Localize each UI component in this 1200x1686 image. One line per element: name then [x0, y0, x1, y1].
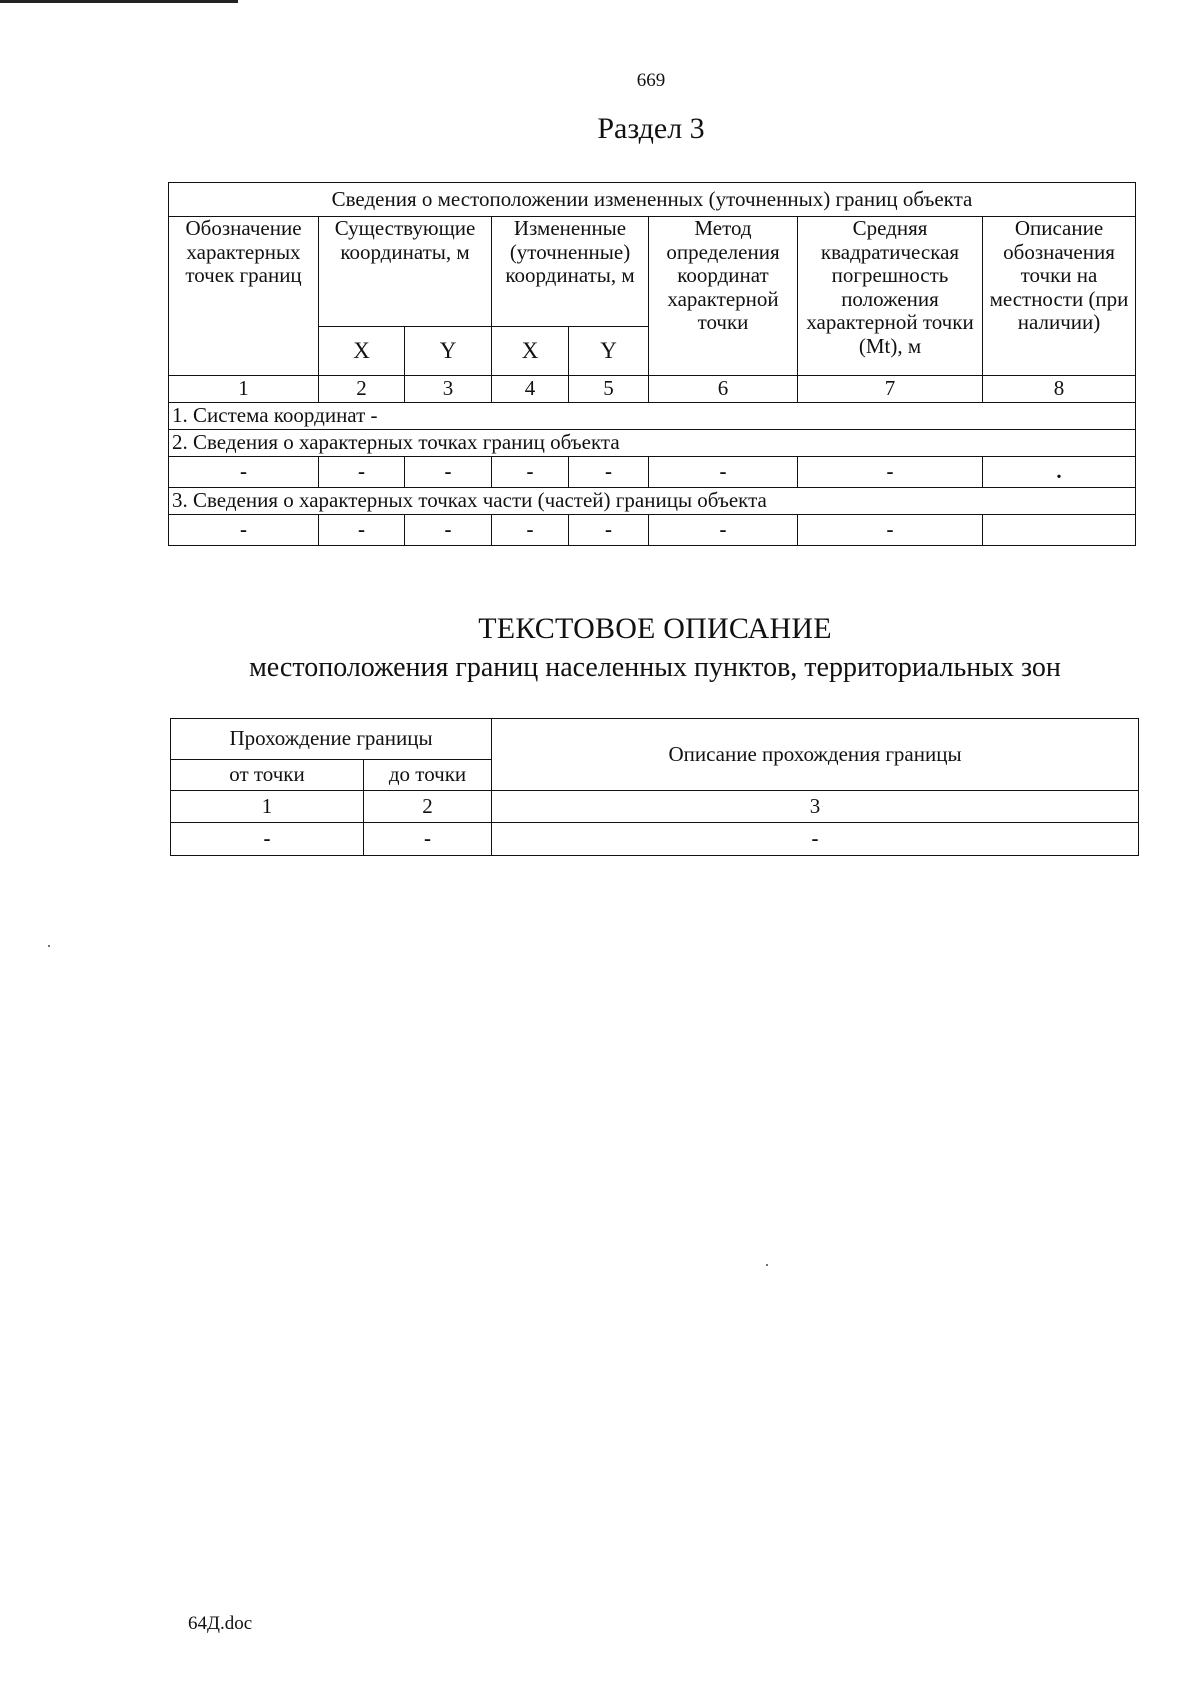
header-to-point: до точки: [364, 760, 492, 791]
header-boundary-passage: Прохождение границы: [171, 719, 492, 760]
boundary-coordinates-table: [168, 182, 1136, 546]
table-cell: -: [405, 515, 492, 546]
column-number: 6: [649, 376, 798, 403]
header-existing-x: X: [319, 327, 405, 376]
column-number: 4: [492, 376, 569, 403]
table-row: [169, 515, 1136, 546]
header-changed-y: Y: [569, 327, 649, 376]
table-row: [171, 823, 1139, 856]
header-passage-description: Описание прохождения границы: [492, 719, 1139, 791]
table-cell: -: [492, 457, 569, 488]
table-cell: .: [983, 457, 1136, 488]
header-changed-coordinates: Измененные (уточненные) координаты, м: [492, 217, 649, 327]
text-description-heading: ТЕКСТОВОЕ ОПИСАНИЕ: [478, 612, 832, 645]
section-boundary-part-points: 3. Сведения о характерных точках части (частей) границы объекта: [169, 488, 1136, 515]
page-number: 669: [636, 70, 666, 91]
column-number: 3: [492, 791, 1139, 823]
column-number: 5: [569, 376, 649, 403]
table-cell: -: [319, 515, 405, 546]
header-method: Метод определения координат характерной точки: [649, 217, 798, 376]
table-cell: -: [169, 515, 319, 546]
table-cell: -: [405, 457, 492, 488]
header-mean-square-error: Средняя квадратическая погрешность положения характерной точки (Mt), м: [798, 217, 983, 376]
header-point-designation: Обозначение характерных точек границ: [169, 217, 319, 376]
column-number: 3: [405, 376, 492, 403]
column-numbers-row: [169, 376, 1136, 403]
header-from-point: от точки: [171, 760, 364, 791]
scan-speck: [766, 1264, 768, 1266]
table-row: [169, 457, 1136, 488]
table-cell: -: [569, 515, 649, 546]
text-description-subheading: местоположения границ населенных пунктов, территориальных зон: [249, 652, 1061, 683]
section-coordinate-system: 1. Система координат -: [169, 403, 1136, 430]
header-changed-x: X: [492, 327, 569, 376]
column-number: 2: [319, 376, 405, 403]
footer-filename: 64Д.doc: [188, 1613, 253, 1634]
table-cell: [983, 515, 1136, 546]
section-title: Раздел 3: [597, 112, 705, 145]
table-cell: -: [319, 457, 405, 488]
table-cell: -: [492, 515, 569, 546]
table-cell: -: [649, 515, 798, 546]
table-cell: -: [364, 823, 492, 856]
header-point-description: Описание обозначения точки на местности (при наличии): [983, 217, 1136, 376]
table-cell: -: [169, 457, 319, 488]
table-cell: -: [569, 457, 649, 488]
header-existing-coordinates: Существующие координаты, м: [319, 217, 492, 327]
column-number: 8: [983, 376, 1136, 403]
table-caption: Сведения о местоположении измененных (уточненных) границ объекта: [169, 183, 1136, 217]
table-cell: -: [492, 823, 1139, 856]
section-boundary-points: 2. Сведения о характерных точках границ объекта: [169, 430, 1136, 457]
table-cell: -: [798, 515, 983, 546]
column-number: 7: [798, 376, 983, 403]
table-cell: -: [649, 457, 798, 488]
boundary-passage-table: [170, 718, 1139, 856]
column-number: 2: [364, 791, 492, 823]
top-edge-line: [0, 0, 238, 3]
column-number: 1: [169, 376, 319, 403]
column-numbers-row: [171, 791, 1139, 823]
table-cell: -: [171, 823, 364, 856]
column-number: 1: [171, 791, 364, 823]
header-existing-y: Y: [405, 327, 492, 376]
scan-speck: [48, 945, 50, 947]
table-cell: -: [798, 457, 983, 488]
